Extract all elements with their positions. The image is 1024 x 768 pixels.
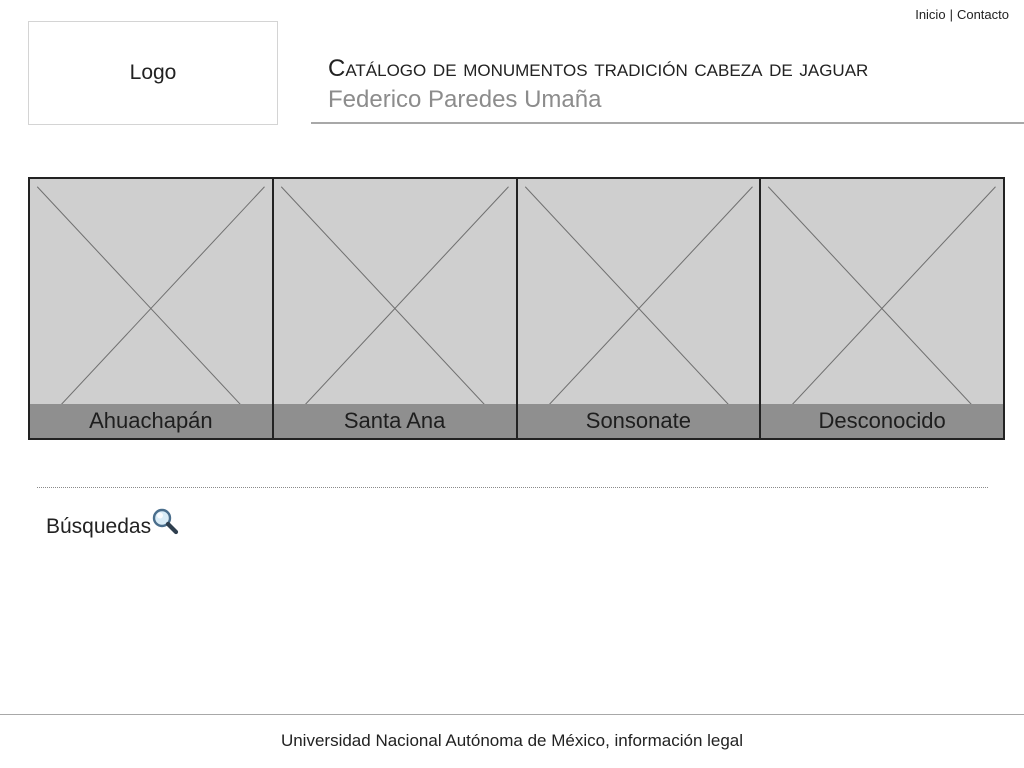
gallery-card-santa-ana[interactable] xyxy=(274,179,518,438)
region-gallery xyxy=(28,177,1005,440)
gallery-card-desconocido[interactable] xyxy=(761,179,1003,438)
gallery-card-label: Sonsonate xyxy=(518,404,760,438)
footer-divider xyxy=(0,714,1024,715)
gallery-card-label: Desconocido xyxy=(761,404,1003,438)
page-title: Catálogo de monumentos tradición cabeza de jaguar xyxy=(328,55,869,82)
gallery-card-label: Ahuachapán xyxy=(30,404,272,438)
gallery-card-sonsonate[interactable] xyxy=(518,179,762,438)
image-placeholder-icon xyxy=(518,179,760,438)
nav-home-link[interactable]: Inicio xyxy=(915,7,946,22)
footer-legal xyxy=(0,731,1024,751)
page-author: Federico Paredes Umaña xyxy=(328,86,602,113)
gallery-card-ahuachapan[interactable] xyxy=(30,179,274,438)
header-divider xyxy=(311,122,1024,124)
section-divider xyxy=(37,487,988,488)
footer-text[interactable]: Universidad Nacional Autónoma de México, información legal xyxy=(280,731,744,750)
magnifier-icon[interactable] xyxy=(150,506,180,536)
search-label: Búsquedas xyxy=(46,515,152,538)
image-placeholder-icon xyxy=(274,179,516,438)
image-placeholder-icon xyxy=(761,179,1003,438)
nav-contact-link[interactable]: Contacto xyxy=(956,7,1009,22)
gallery-card-label: Santa Ana xyxy=(274,404,516,438)
nav-separator: | xyxy=(949,7,953,22)
logo-placeholder[interactable] xyxy=(28,21,278,125)
page-header xyxy=(328,54,868,116)
top-navigation xyxy=(915,7,1009,22)
image-placeholder-icon xyxy=(30,179,272,438)
search-link[interactable] xyxy=(46,510,180,544)
logo-label: Logo xyxy=(129,61,177,84)
